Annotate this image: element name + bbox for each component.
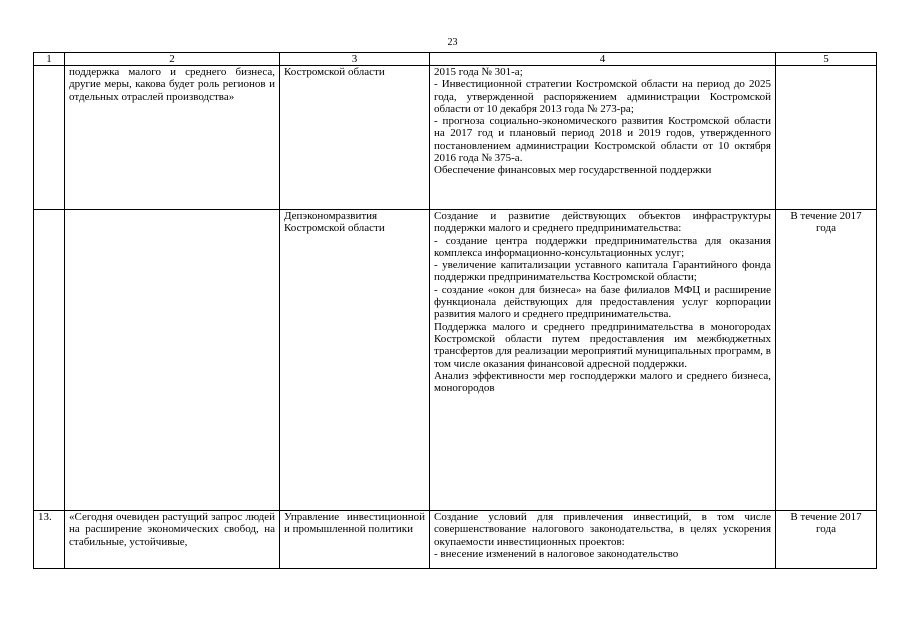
measure-paragraph: Анализ эффективности мер господдержки малого и среднего бизнеса, моногородов — [434, 369, 771, 395]
table-row — [34, 210, 877, 511]
page-number: 23 — [447, 37, 458, 48]
header-col-1: 1 — [34, 53, 65, 66]
row-number — [34, 66, 65, 210]
measure-paragraph: 2015 года № 301-а; — [434, 66, 523, 78]
measure-paragraph: Создание и развитие действующих объектов инфраструктуры поддержки малого и среднего предпринимательства: — [434, 210, 771, 235]
row-number — [34, 210, 65, 511]
header-col-3: 3 — [280, 53, 430, 66]
row-description: «Сегодня очевиден растущий запрос людей на расширение экономических свобод, на стабильные, устойчивые, — [65, 511, 280, 569]
table-row — [34, 66, 877, 210]
row-executor: Депэкономразвития Костромской области — [280, 210, 430, 511]
measure-paragraph: - прогноза социально-экономического развития Костромской области на 2017 год и плановый период 2018 и 2019 годов, утвержденного постановлением администрации Костромской области от 10 октября 2016 года № 375-а. — [434, 115, 771, 165]
measures-table — [33, 52, 877, 569]
header-col-2: 2 — [65, 53, 280, 66]
row-measures — [430, 66, 776, 210]
measure-paragraph: - внесение изменений в налоговое законодательство — [434, 547, 679, 560]
measure-paragraph: Обеспечение финансовых мер государственной поддержки — [434, 164, 712, 177]
row-executor: Управление инвестиционной и промышленной политики — [280, 511, 430, 569]
measure-paragraph: - создание «окон для бизнеса» на базе филиалов МФЦ и расширение функционала действующих для предоставления услуг корпорации развития малого и среднего предпринимательства. — [434, 283, 771, 321]
measure-paragraph: Создание условий для привлечения инвестиций, в том числе совершенствование налогового законодательства, в целях ускорения окупаемости инвестиционных проектов: — [434, 511, 771, 548]
row-term: В течение 2017 года — [776, 210, 877, 511]
measure-paragraph: Поддержка малого и среднего предпринимательства в моногородах Костромской области путем предоставления им межбюджетных трансфертов для реализации мероприятий муниципальных программ, в том числе оказания финансовой адресной поддержки. — [434, 320, 771, 370]
header-col-5: 5 — [776, 53, 877, 66]
row-executor: Костромской области — [280, 66, 430, 210]
row-measures — [430, 511, 776, 569]
measure-paragraph: - создание центра поддержки предпринимательства для оказания комплекса информационно-консультационных услуг; — [434, 234, 771, 259]
table-header-row — [34, 53, 877, 66]
row-term: В течение 2017 года — [776, 511, 877, 569]
row-term — [776, 66, 877, 210]
measure-paragraph: - Инвестиционной стратегии Костромской области на период до 2025 года, утвержденной распоряжением администрации Костромской области от 10 декабря 2013 года № 273-ра; — [434, 78, 771, 115]
row-description — [65, 210, 280, 511]
row-measures — [430, 210, 776, 511]
row-description: поддержка малого и среднего бизнеса, другие меры, какова будет роль регионов и отдельных отраслей производства» — [65, 66, 280, 210]
table-row — [34, 511, 877, 569]
measure-paragraph: - увеличение капитализации уставного капитала Гарантийного фонда поддержки предпринимательства Костромской области; — [434, 259, 771, 284]
row-number: 13. — [34, 511, 65, 569]
header-col-4: 4 — [430, 53, 776, 66]
